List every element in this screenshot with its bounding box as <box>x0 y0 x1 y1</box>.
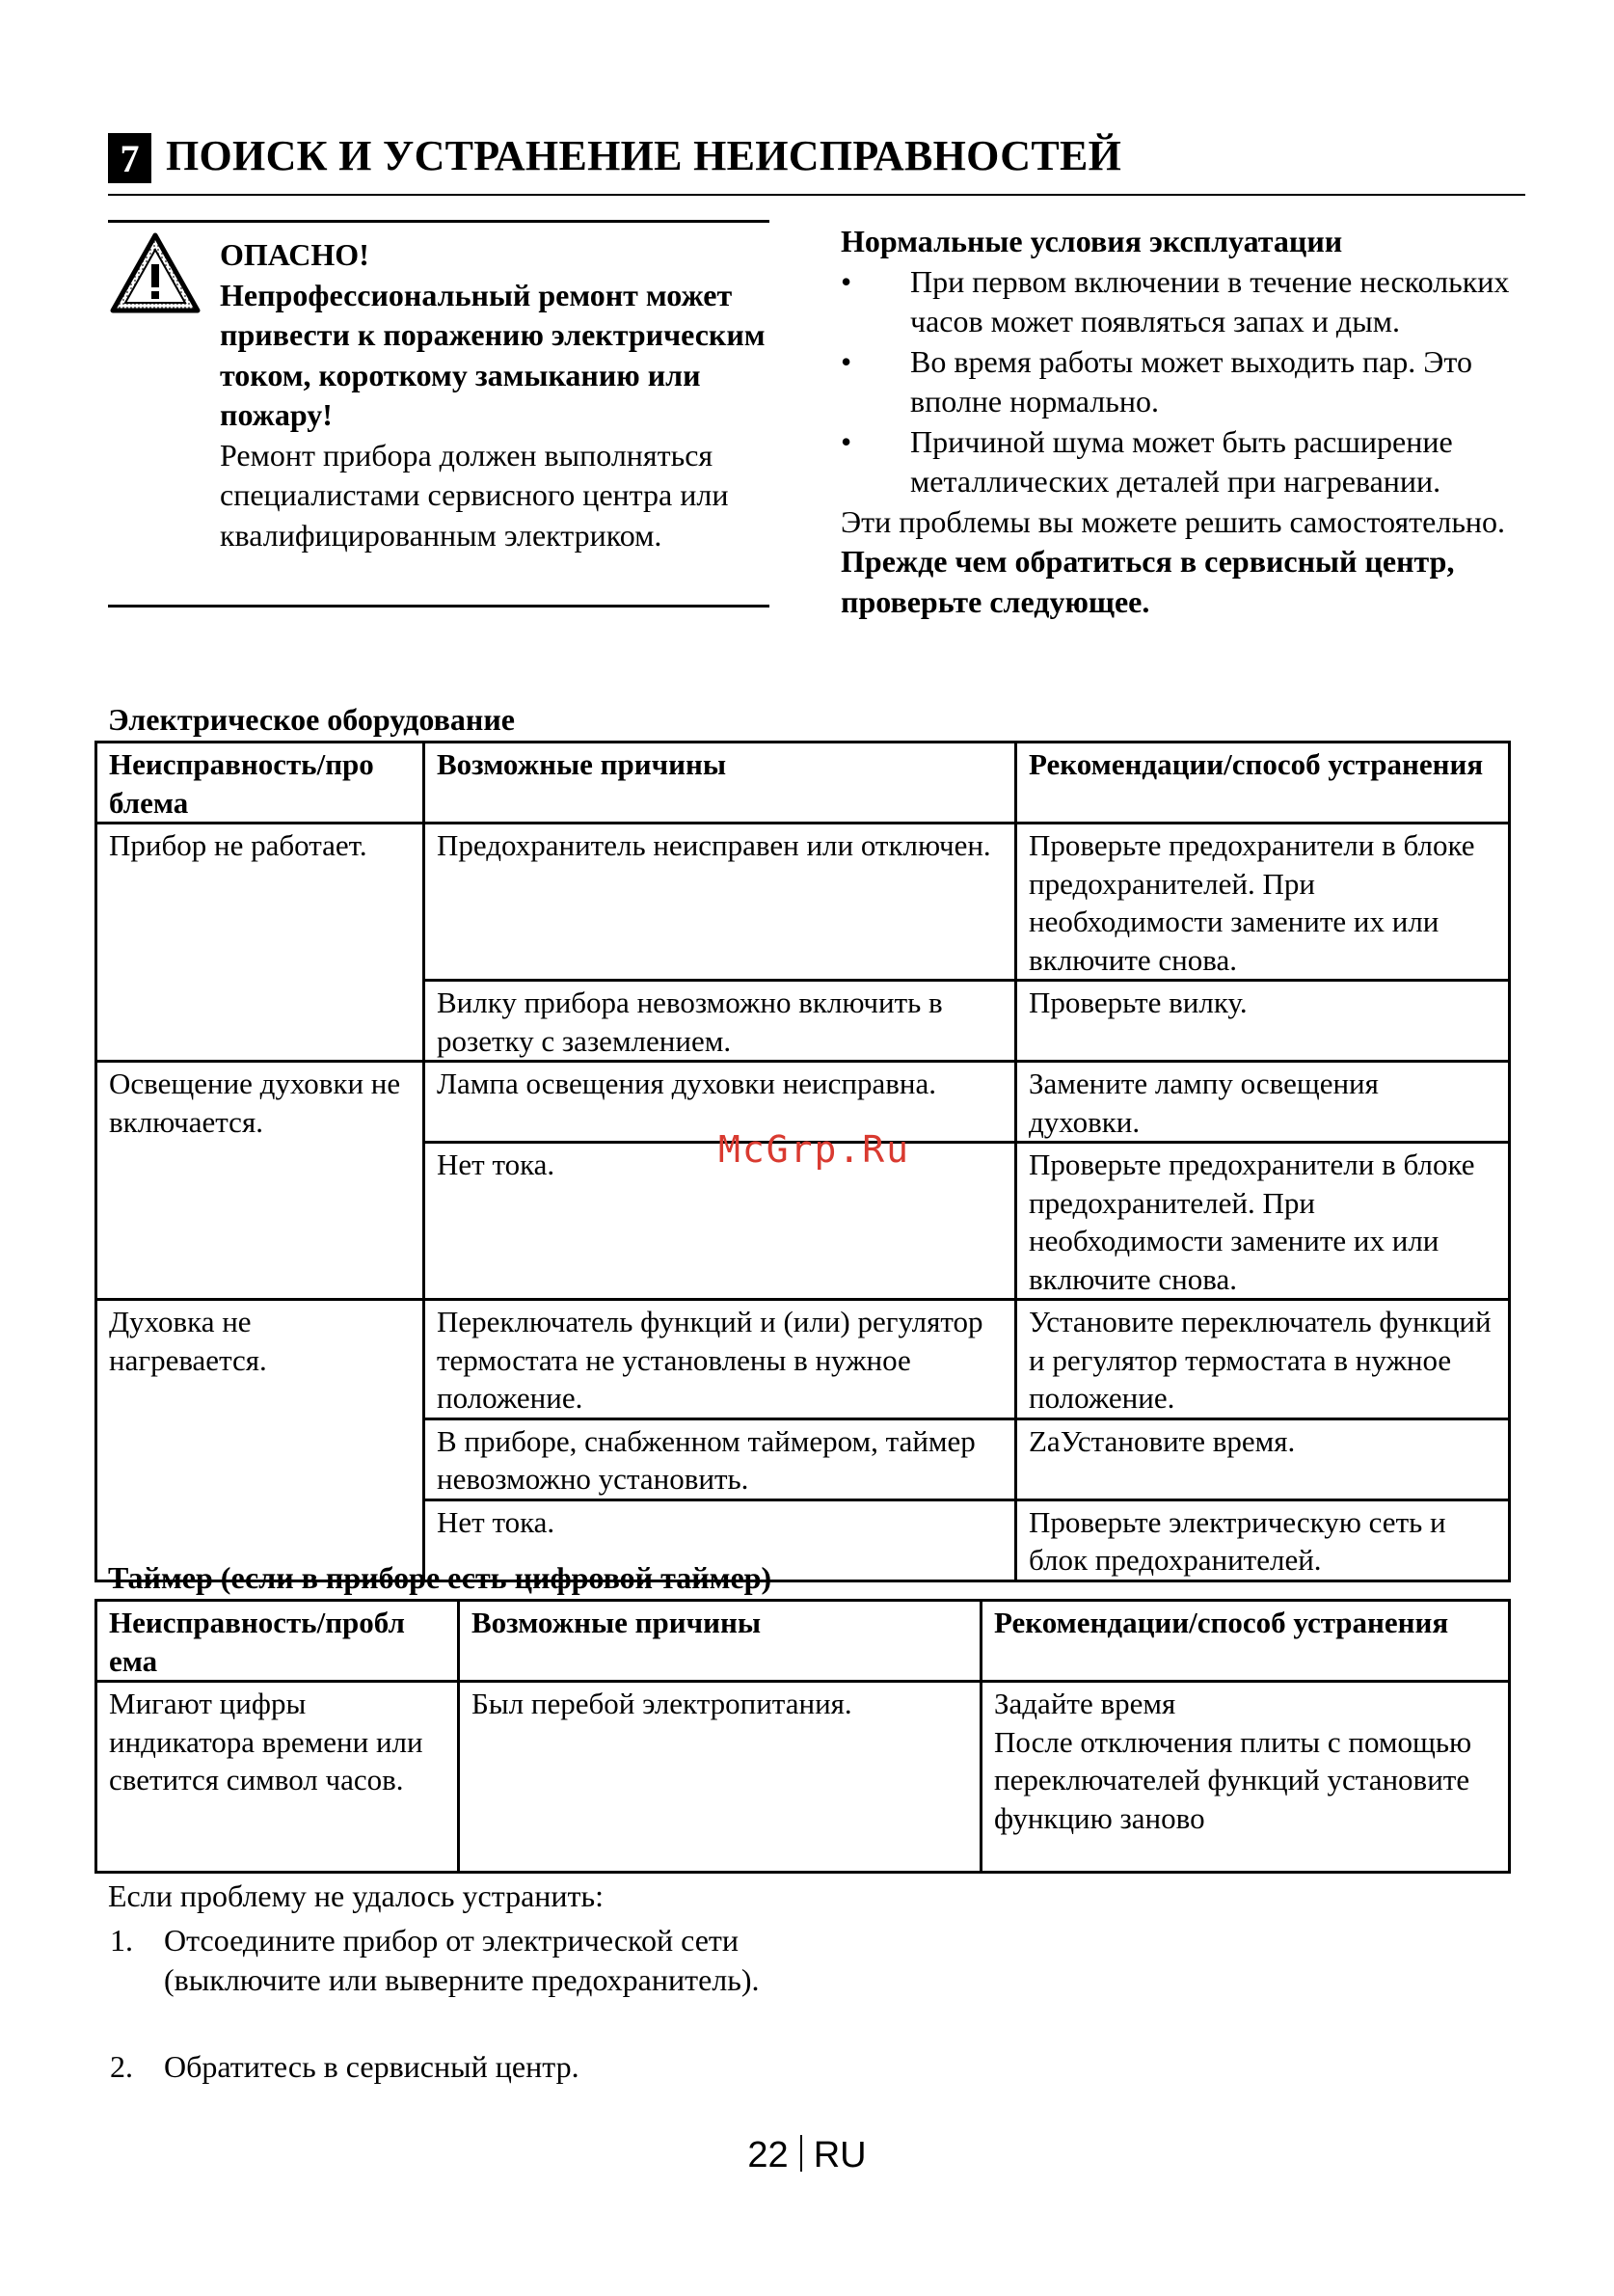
remedy-line: Задайте время <box>994 1687 1176 1720</box>
table-cell-remedy: Установите переключатель функций и регулятор термостата в нужное положение. <box>1016 1300 1510 1419</box>
step-text: Отсоедините прибор от электрической сети (выключите или выверните предохранитель). <box>164 1922 760 1997</box>
page-separator <box>800 2135 802 2172</box>
warning-text <box>220 235 769 555</box>
step-text: Обратитесь в сервисный центр. <box>164 2048 579 2084</box>
table-cell-problem: Прибор не работает. <box>96 824 424 1062</box>
step-number: 2. <box>110 2048 133 2084</box>
table-cell-problem: Духовка не нагревается. <box>96 1300 424 1581</box>
note-bold-text: Прежде чем обратиться в сервисный центр, проверьте следующее. <box>841 544 1455 619</box>
list-item: • Во время работы может выходить пар. Это вполне нормально. <box>841 342 1525 422</box>
table-cell-cause: В приборе, снабженном таймером, таймер невозможно установить. <box>424 1418 1016 1499</box>
table-header: Рекомендации/способ устранения <box>1016 743 1510 824</box>
warning-heading: ОПАСНО! <box>220 237 369 272</box>
list-item <box>108 1921 841 2001</box>
timer-table-caption: Таймер (если в приборе есть цифровой таймер) <box>108 1560 772 1595</box>
warning-bold-text: Непрофессиональный ремонт может привести к поражению электрическим током, короткому замыканию или пожару! <box>220 277 766 432</box>
unresolved-steps <box>108 1921 841 2088</box>
list-item: • При первом включении в течение нескольких часов может появляться запах и дым. <box>841 262 1525 342</box>
list-item <box>108 2047 841 2088</box>
table-cell-remedy: Замените лампу освещения духовки. <box>1016 1062 1510 1143</box>
table-cell-problem: Освещение духовки не включается. <box>96 1062 424 1300</box>
table-cell-remedy: Проверьте электрическую сеть и блок предохранителей. <box>1016 1499 1510 1580</box>
table-cell-cause: Вилку прибора невозможно включить в розетку с заземлением. <box>424 981 1016 1062</box>
table-cell-remedy: ZaУстановите время. <box>1016 1418 1510 1499</box>
page-title: ПОИСК И УСТРАНЕНИЕ НЕИСПРАВНОСТЕЙ <box>166 132 1122 179</box>
table-header: Возможные причины <box>459 1601 982 1682</box>
watermark: McGrp.Ru <box>718 1128 911 1171</box>
table-cell-cause: Нет тока. <box>424 1143 1016 1300</box>
table-cell-cause: Лампа освещения духовки неисправна. <box>424 1062 1016 1143</box>
table-header: Неисправность/пробл ема <box>96 1601 459 1682</box>
timer-table <box>94 1599 1511 1874</box>
warning-triangle-icon <box>110 232 201 313</box>
note-text: Эти проблемы вы можете решить самостоятельно. <box>841 503 1506 539</box>
table-header: Рекомендации/способ устранения <box>982 1601 1510 1682</box>
table-cell-cause: Переключатель функций и (или) регулятор термостата не установлены в нужное положение. <box>424 1300 1016 1419</box>
table-cell-remedy: Проверьте предохранители в блоке предохранителей. При необходимости замените их или включите снова. <box>1016 1143 1510 1300</box>
normal-conditions-note <box>841 502 1525 623</box>
list-item: • Причиной шума может быть расширение металлических деталей при нагревании. <box>841 422 1525 502</box>
warning-bottom-rule <box>108 605 769 608</box>
table-cell-cause: Нет тока. <box>424 1499 1016 1580</box>
warning-body-text: Ремонт прибора должен выполняться специалистами сервисного центра или квалифицированным электриком. <box>220 437 729 553</box>
electrical-table-caption: Электрическое оборудование <box>108 702 515 737</box>
header-rule <box>108 194 1525 196</box>
section-number: 7 <box>108 133 151 183</box>
table-cell-problem: Мигают цифры индикатора времени или светится символ часов. <box>96 1682 459 1873</box>
unresolved-section <box>108 1877 841 2087</box>
normal-conditions <box>841 222 1525 622</box>
step-number: 1. <box>110 1922 133 1958</box>
table-cell-cause: Был перебой электропитания. <box>459 1682 982 1873</box>
table-cell-remedy: Проверьте вилку. <box>1016 981 1510 1062</box>
table-cell-remedy: Проверьте предохранители в блоке предохранителей. При необходимости замените их или включите снова. <box>1016 824 1510 981</box>
unresolved-intro: Если проблему не удалось устранить: <box>108 1878 605 1913</box>
normal-conditions-list <box>841 262 1525 502</box>
page-language: RU <box>813 2135 867 2175</box>
remedy-line: После отключения плиты с помощью переключателей функций установите функцию заново <box>994 1724 1472 1835</box>
table-header: Возможные причины <box>424 743 1016 824</box>
table-header: Неисправность/про блема <box>96 743 424 824</box>
page-number-value: 22 <box>747 2135 789 2175</box>
page-number <box>0 2135 1614 2176</box>
table-cell-cause: Предохранитель неисправен или отключен. <box>424 824 1016 981</box>
normal-conditions-heading: Нормальные условия эксплуатации <box>841 224 1343 258</box>
table-cell-remedy <box>982 1682 1510 1873</box>
warning-top-rule <box>108 220 769 223</box>
